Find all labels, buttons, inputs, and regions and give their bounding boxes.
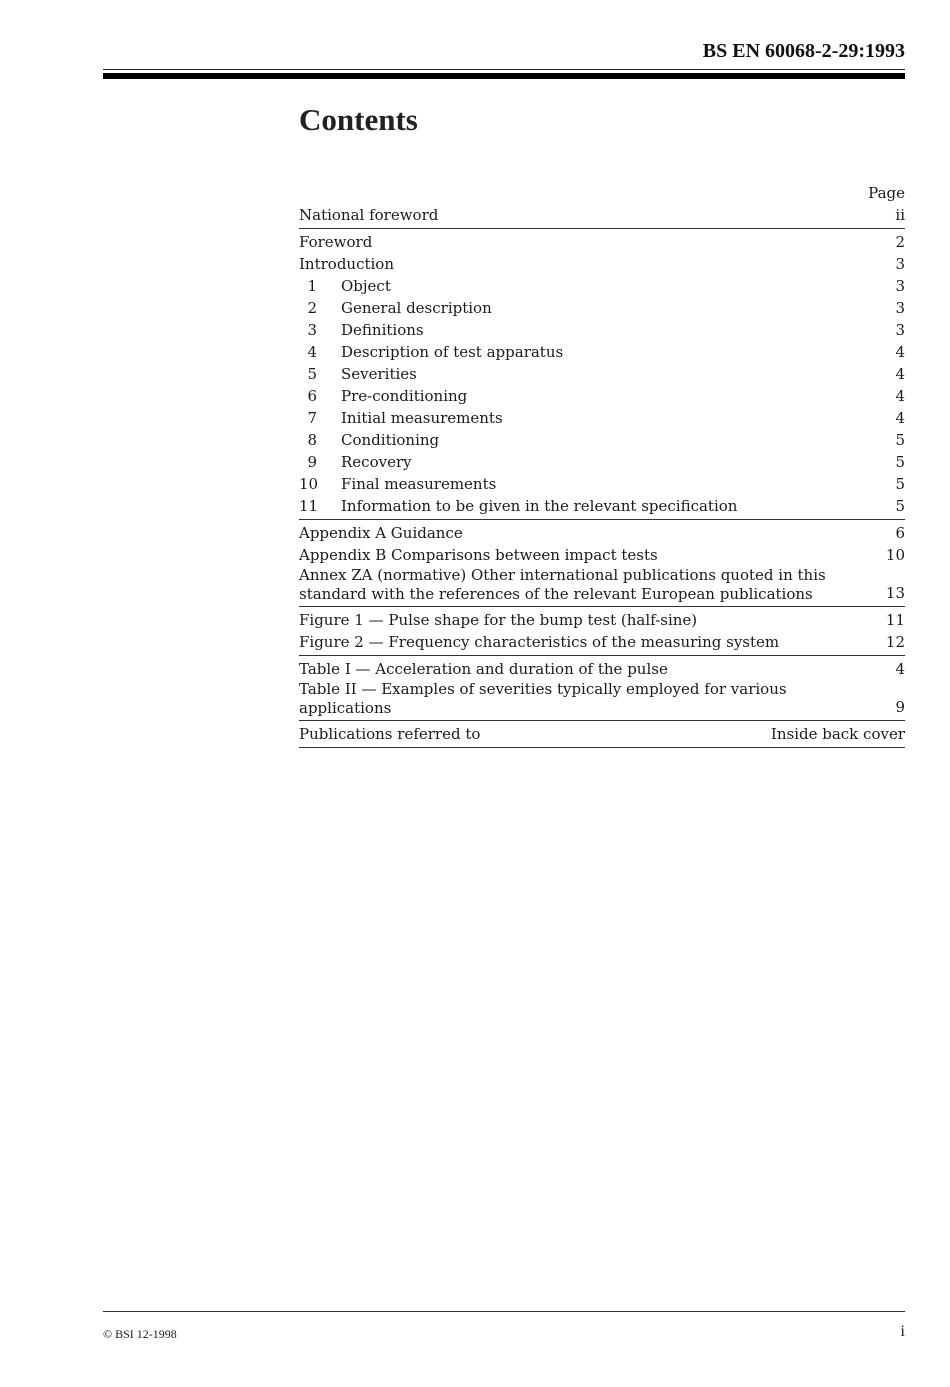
- table-of-contents: [299, 182, 905, 750]
- toc-group: [299, 723, 905, 748]
- toc-entry-page: 4: [895, 409, 905, 427]
- toc-entry[interactable]: [299, 275, 905, 297]
- toc-group: [299, 658, 905, 721]
- toc-entry[interactable]: [299, 385, 905, 407]
- toc-entry-number: 4: [307, 343, 317, 361]
- document-id: BS EN 60068-2-29:1993: [702, 40, 905, 62]
- toc-entry[interactable]: [299, 407, 905, 429]
- toc-entry-title: Publications referred to: [299, 725, 481, 743]
- toc-entry-number: 7: [307, 409, 317, 427]
- toc-entry[interactable]: [299, 680, 905, 718]
- toc-entry[interactable]: [299, 609, 905, 631]
- toc-entry-title: National foreword: [299, 206, 439, 224]
- toc-entry-title: Initial measurements: [341, 409, 503, 427]
- toc-entry-title: Foreword: [299, 233, 373, 251]
- toc-entry-title: Description of test apparatus: [341, 343, 564, 361]
- header-rule-thin: [103, 69, 905, 70]
- page-column-label: Page: [868, 184, 905, 202]
- toc-entry-page: ii: [895, 206, 905, 224]
- toc-entry[interactable]: [299, 631, 905, 653]
- toc-entry-title: Table I — Acceleration and duration of the pulse: [299, 660, 668, 678]
- toc-entry-title: Recovery: [341, 453, 412, 471]
- toc-entry-page: 5: [895, 497, 905, 515]
- toc-entry-title: Conditioning: [341, 431, 440, 449]
- copyright-notice: © BSI 12-1998: [103, 1327, 177, 1341]
- toc-entry-page: 9: [895, 698, 905, 716]
- toc-entry[interactable]: [299, 495, 905, 517]
- toc-entry-number: 1: [307, 277, 317, 295]
- toc-entry-page: 3: [895, 299, 905, 317]
- toc-group: [299, 609, 905, 656]
- toc-entry-title: Object: [341, 277, 391, 295]
- toc-entry[interactable]: [299, 451, 905, 473]
- toc-entry-title: General description: [341, 299, 492, 317]
- toc-entry-page: 3: [895, 255, 905, 273]
- toc-entry-page: 11: [885, 611, 905, 629]
- toc-entry-page: Inside back cover: [770, 725, 905, 743]
- toc-entry[interactable]: [299, 363, 905, 385]
- toc-entry-number: 6: [307, 387, 317, 405]
- toc-entry-title: Appendix B Comparisons between impact tests: [299, 546, 658, 564]
- toc-group: [299, 522, 905, 607]
- toc-entry[interactable]: [299, 341, 905, 363]
- toc-entry-number: 5: [307, 365, 317, 383]
- footer-rule: [103, 1311, 905, 1312]
- toc-entry-page: 2: [895, 233, 905, 251]
- toc-entry-title: Appendix A Guidance: [299, 524, 463, 542]
- toc-entry[interactable]: [299, 231, 905, 253]
- toc-entry-title: Severities: [341, 365, 417, 383]
- toc-entry-page: 10: [885, 546, 905, 564]
- toc-group: [299, 204, 905, 229]
- toc-entry-page: 3: [895, 321, 905, 339]
- toc-entry-title: Information to be given in the relevant specification: [341, 497, 738, 515]
- toc-entry-number: 10: [299, 475, 319, 493]
- toc-entry-number: 9: [307, 453, 317, 471]
- toc-entry-title: Table II — Examples of severities typically employed for various applications: [299, 680, 787, 717]
- toc-entry-title: Figure 2 — Frequency characteristics of the measuring system: [299, 633, 780, 651]
- toc-entry-page: 4: [895, 387, 905, 405]
- toc-entry-page: 6: [895, 524, 905, 542]
- page-title: Contents: [299, 102, 418, 137]
- toc-entry[interactable]: [299, 723, 905, 745]
- toc-entry-number: 2: [307, 299, 317, 317]
- toc-entry-title: Definitions: [341, 321, 424, 339]
- toc-entry-title: Introduction: [299, 255, 394, 273]
- toc-entry[interactable]: [299, 473, 905, 495]
- toc-entry-page: 3: [895, 277, 905, 295]
- toc-entry[interactable]: [299, 319, 905, 341]
- toc-entry-page: 13: [885, 584, 905, 602]
- toc-entry-page: 4: [895, 365, 905, 383]
- toc-entry-number: 3: [307, 321, 317, 339]
- toc-entry-page: 5: [895, 453, 905, 471]
- toc-group: [299, 231, 905, 520]
- toc-entry-page: 4: [895, 660, 905, 678]
- toc-entry[interactable]: [299, 297, 905, 319]
- toc-entry-page: 5: [895, 431, 905, 449]
- toc-entry[interactable]: [299, 429, 905, 451]
- toc-entry-title: Final measurements: [341, 475, 497, 493]
- toc-entry-title: Annex ZA (normative) Other international publications quoted in this standard with the references of the relevant European publications: [299, 566, 826, 603]
- toc-entry-title: Figure 1 — Pulse shape for the bump test (half-sine): [299, 611, 698, 629]
- toc-entry[interactable]: [299, 566, 905, 604]
- header-rule-thick: [103, 73, 905, 79]
- page-number: i: [900, 1323, 905, 1340]
- toc-entry[interactable]: [299, 544, 905, 566]
- toc-entry-page: 5: [895, 475, 905, 493]
- toc-entry-number: 8: [307, 431, 317, 449]
- toc-entry[interactable]: [299, 204, 905, 226]
- toc-entry-page: 12: [885, 633, 905, 651]
- toc-entry-page: 4: [895, 343, 905, 361]
- toc-entry[interactable]: [299, 658, 905, 680]
- toc-entry[interactable]: [299, 253, 905, 275]
- toc-entry-title: Pre-conditioning: [341, 387, 468, 405]
- toc-entry-number: 11: [299, 497, 319, 515]
- toc-entry[interactable]: [299, 522, 905, 544]
